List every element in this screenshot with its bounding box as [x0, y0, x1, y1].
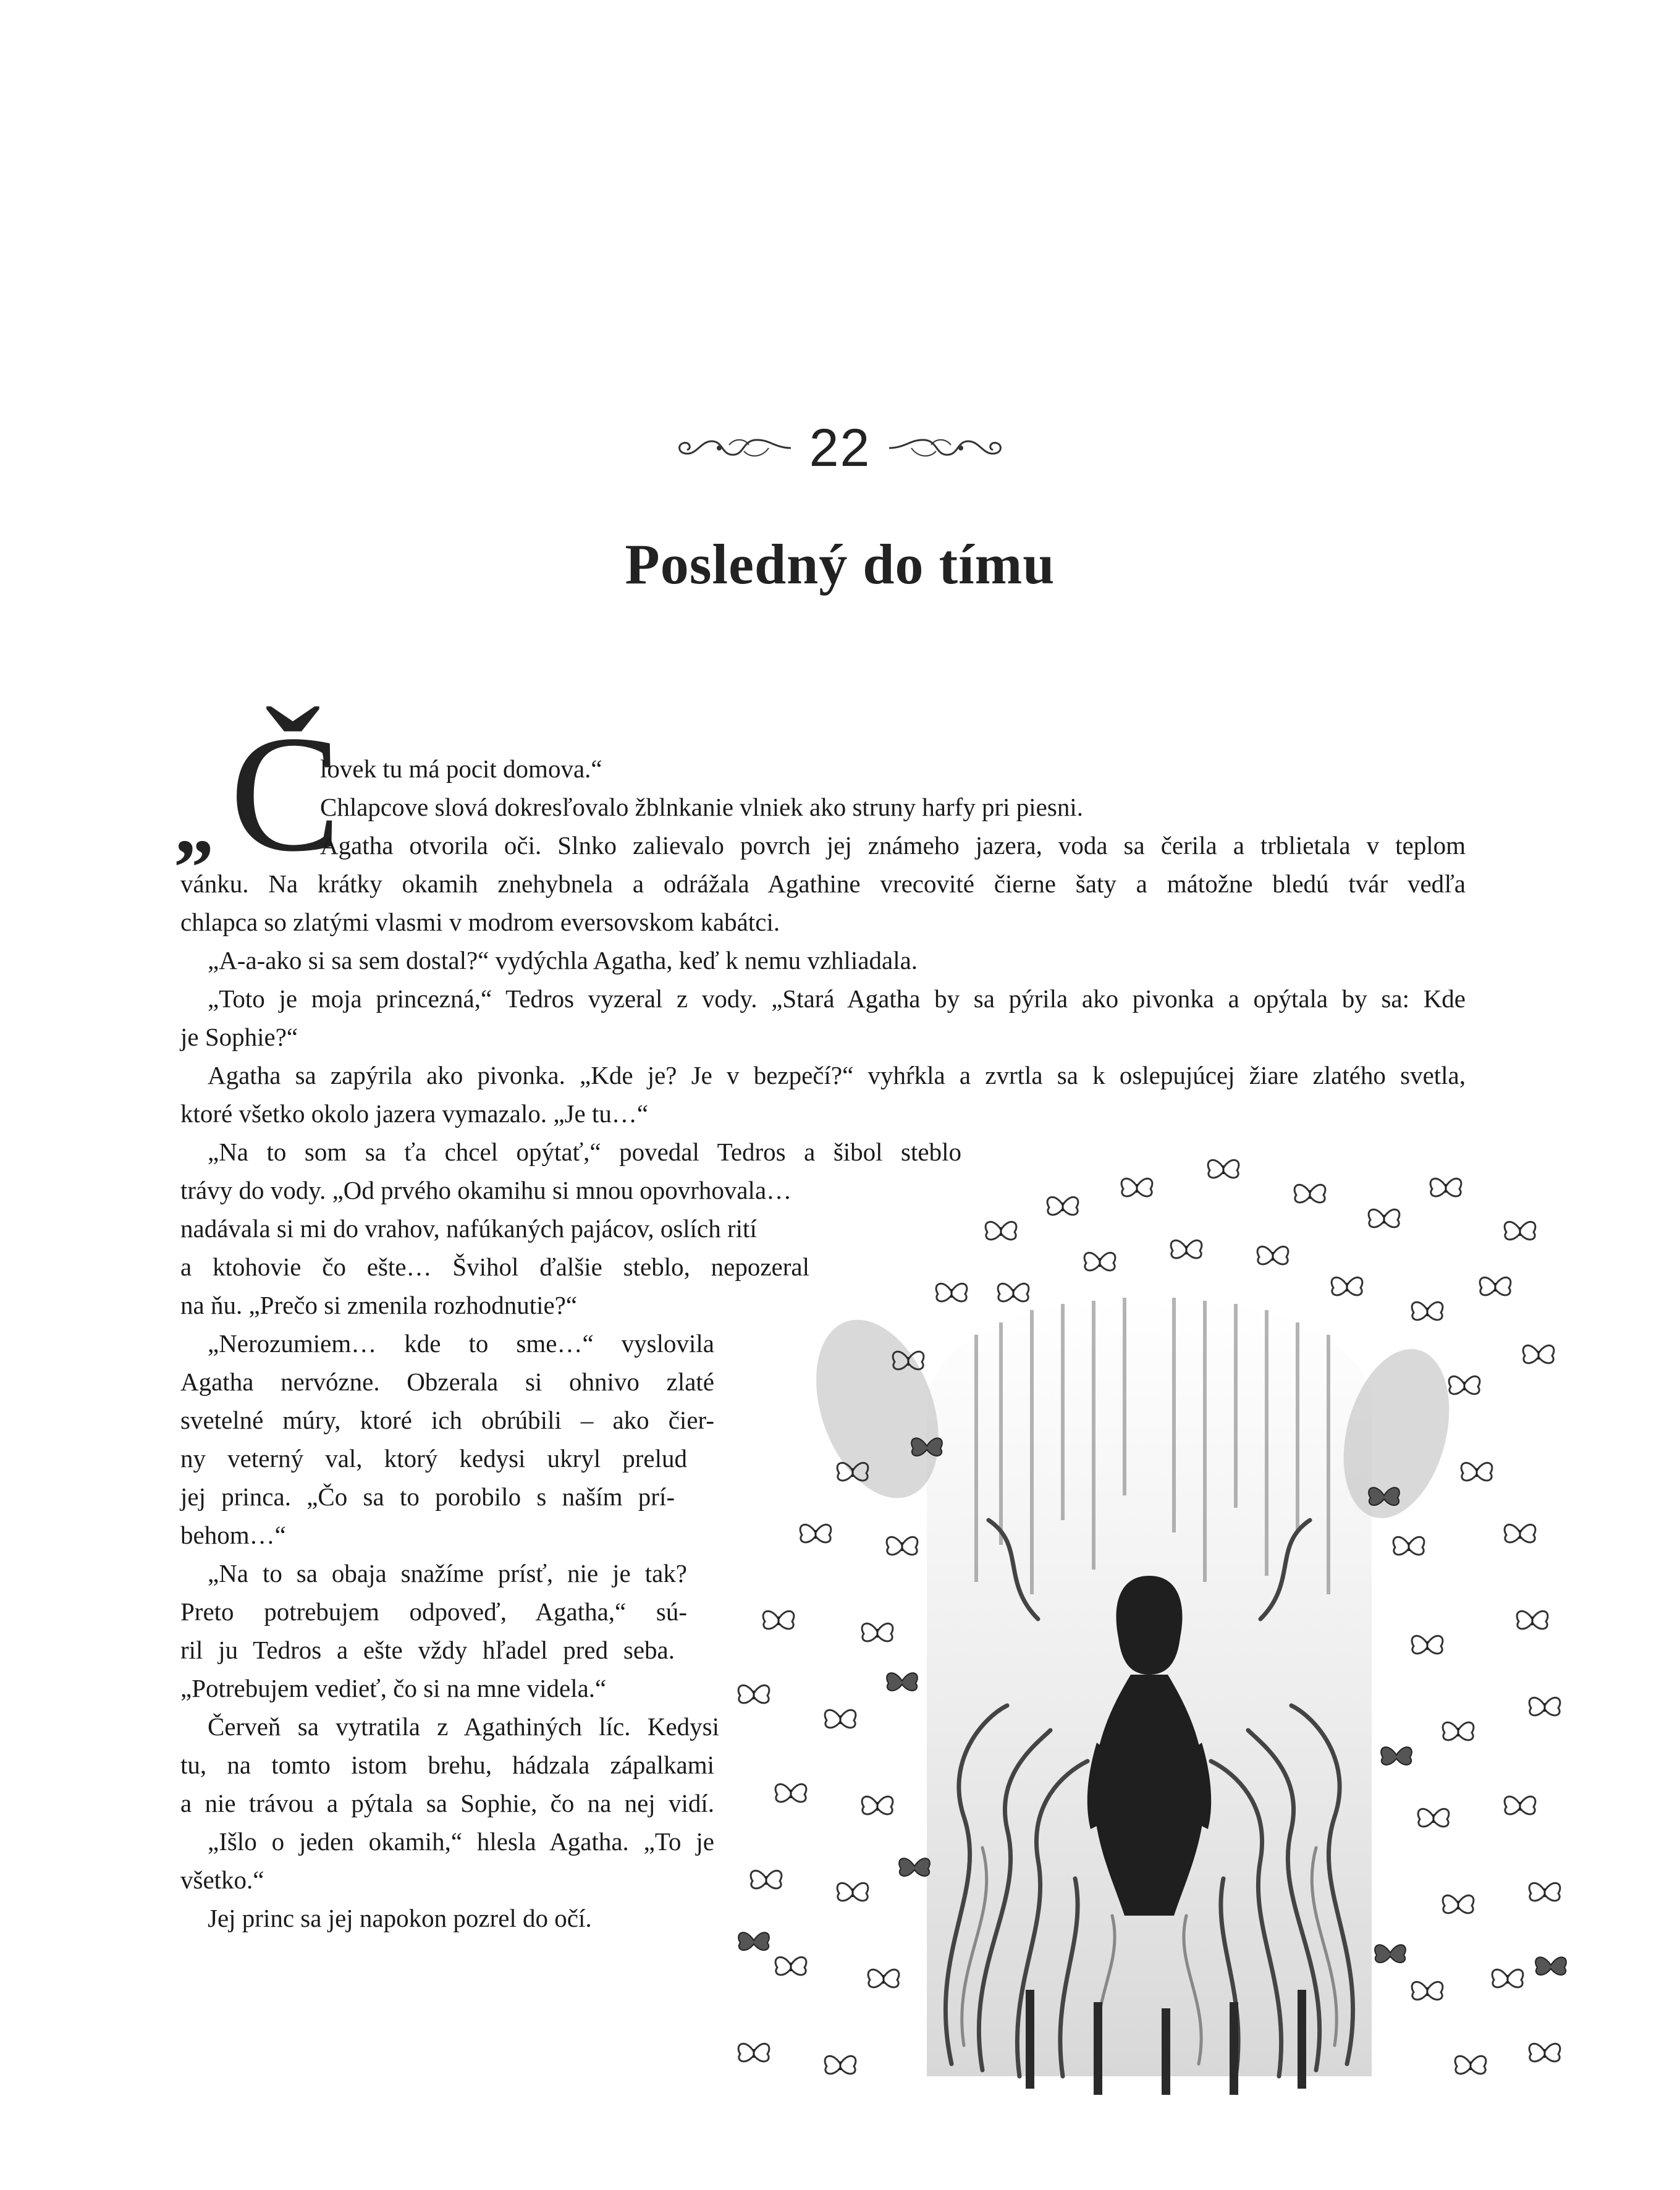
- text-line: Červeň sa vytratila z Agathiných líc. Kedysi: [208, 1712, 719, 1741]
- drop-quote-mark: „: [174, 782, 214, 871]
- chapter-title: Posledný do tímu: [625, 533, 1055, 596]
- text-line: ril ju Tedros a ešte vždy hľadel pred seba.: [180, 1636, 675, 1664]
- text-line: je Sophie?“: [180, 1023, 298, 1051]
- right-flourish-ornament: [887, 426, 1004, 470]
- text-line: trávy do vody. „Od prvého okamihu si mnou opovrhovala…: [180, 1176, 792, 1204]
- text-line: Preto potrebujem odpoveď, Agatha,“ sú-: [180, 1597, 687, 1626]
- text-line: „A-a-ako si sa sem dostal?“ vydýchla Agatha, keď k nemu vzhliadala.: [208, 946, 918, 975]
- text-line: „Na to som sa ťa chcel opýtať,“ povedal Tedros a šibol steblo: [208, 1138, 961, 1166]
- text-line: Agatha otvorila oči. Slnko zalievalo povrch jej známeho jazera, voda sa čerila a trblietala v teplom: [320, 831, 1466, 860]
- text-line: Jej princ sa jej napokon pozrel do očí.: [208, 1904, 592, 1932]
- text-line: „Toto je moja princezná,“ Tedros vyzeral z vody. „Stará Agatha by sa pýrila ako pivonka a opýtala by sa: Kde: [208, 984, 1466, 1013]
- chapter-number-row: [0, 411, 1680, 485]
- text-line: Agatha sa zapýrila ako pivonka. „Kde je? Je v bezpečí?“ vyhŕkla a zvrtla sa k oslepujúcej žiare zlatého svetla,: [208, 1061, 1466, 1089]
- text-line: tu, na tomto istom brehu, hádzala zápalkami: [180, 1751, 714, 1779]
- text-line: lovek tu má pocit domova.“: [320, 755, 602, 783]
- text-line: jej princa. „Čo sa to porobilo s naším prí-: [180, 1482, 675, 1511]
- text-line: na ňu. „Prečo si zmenila rozhodnutie?“: [180, 1291, 578, 1319]
- girl-silhouette-in-flames-among-butterflies-illustration: [717, 1149, 1582, 2113]
- left-flourish-ornament: [676, 426, 793, 470]
- drop-cap-letter: Č: [230, 701, 342, 886]
- text-line: „Potrebujem vedieť, čo si na mne videla.“: [180, 1674, 607, 1702]
- text-line: Chlapcove slová dokresľovalo žblnkanie vlniek ako struny harfy pri piesni.: [320, 793, 1083, 821]
- text-line: ny veterný val, ktorý kedysi ukryl prelud: [180, 1444, 687, 1473]
- text-line: Agatha nervózne. Obzerala si ohnivo zlaté: [180, 1368, 714, 1396]
- text-line: vánku. Na krátky okamih znehybnela a odrážala Agathine vrecovité čierne šaty a mátožne bledú tvár vedľa: [180, 869, 1466, 898]
- text-line: „Nerozumiem… kde to sme…“ vyslovila: [208, 1329, 714, 1358]
- text-line: a ktohovie čo ešte… Švihol ďalšie steblo, nepozeral: [180, 1253, 809, 1281]
- text-line: „Na to sa obaja snažíme prísť, nie je tak?: [208, 1559, 687, 1588]
- text-line: ktoré všetko okolo jazera vymazalo. „Je tu…“: [180, 1099, 649, 1128]
- chapter-number: 22: [809, 418, 871, 478]
- text-line: svetelné múry, ktoré ich obrúbili – ako čier-: [180, 1406, 714, 1434]
- text-line: všetko.“: [180, 1866, 264, 1894]
- text-line: nadávala si mi do vrahov, nafúkaných pajácov, oslích rití: [180, 1214, 757, 1243]
- text-line: „Išlo o jeden okamih,“ hlesla Agatha. „To je: [208, 1827, 714, 1856]
- text-line: behom…“: [180, 1521, 286, 1549]
- text-line: a nie trávou a pýtala sa Sophie, čo na nej vidí.: [180, 1789, 714, 1817]
- text-line: chlapca so zlatými vlasmi v modrom eversovskom kabátci.: [180, 908, 780, 936]
